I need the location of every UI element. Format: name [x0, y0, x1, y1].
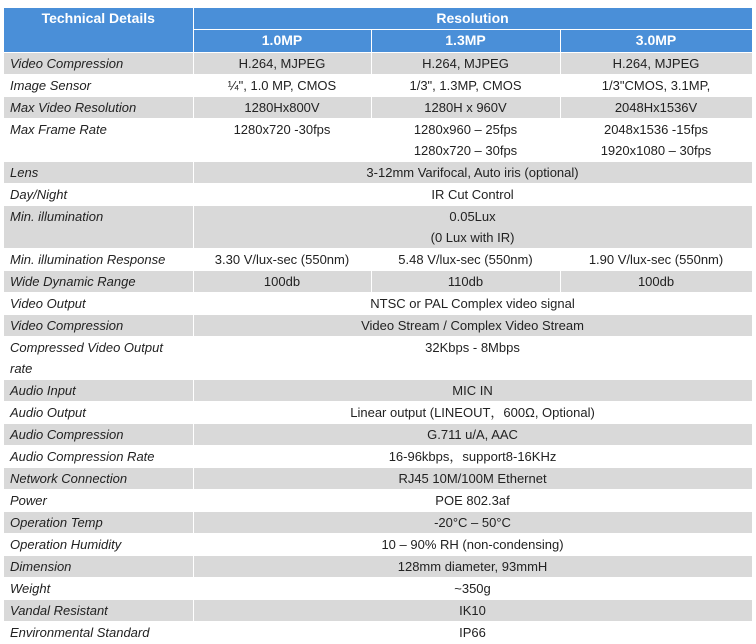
- table-row: [4, 249, 752, 271]
- row-label: Max Video Resolution: [4, 97, 193, 119]
- cell-line: 0.05Lux: [449, 209, 496, 224]
- table-row: [4, 556, 752, 578]
- table-row: [4, 97, 752, 119]
- row-label: Min. illumination: [4, 206, 193, 249]
- cell-value: -20°C – 50°C: [193, 512, 752, 534]
- row-label: Environmental Standard: [4, 622, 193, 644]
- row-label: Video Compression: [4, 53, 193, 75]
- cell-value: 128mm diameter, 93mmH: [193, 556, 752, 578]
- cell-value: 3-12mm Varifocal, Auto iris (optional): [193, 162, 752, 184]
- table-row: [4, 119, 752, 162]
- table-row: [4, 490, 752, 512]
- label-line: Compressed Video Output: [10, 340, 163, 355]
- cell-line: 2048x1536 -15fps: [603, 122, 709, 137]
- cell-value: IR Cut Control: [193, 184, 752, 206]
- cell-value: 10 – 90% RH (non-condensing): [193, 534, 752, 556]
- cell-value: G.711 u/A, AAC: [193, 424, 752, 446]
- resolution-header: Resolution: [193, 8, 752, 30]
- cell-line: 1920x1080 – 30fps: [600, 143, 712, 158]
- row-label: Operation Humidity: [4, 534, 193, 556]
- table-row: [4, 380, 752, 402]
- table-row: [4, 184, 752, 206]
- row-label: Lens: [4, 162, 193, 184]
- cell-value: [193, 206, 752, 249]
- cell-value: 3.30 V/lux-sec (550nm): [193, 249, 371, 271]
- cell-value: ~350g: [193, 578, 752, 600]
- table-row: [4, 468, 752, 490]
- cell-value: POE 802.3af: [193, 490, 752, 512]
- cell-value: 1/3"CMOS, 3.1MP,: [560, 75, 752, 97]
- row-label: Video Output: [4, 293, 193, 315]
- cell-value: MIC IN: [193, 380, 752, 402]
- cell-value: 1/3", 1.3MP, CMOS: [371, 75, 560, 97]
- technical-details-table: [4, 8, 753, 644]
- row-label: Wide Dynamic Range: [4, 271, 193, 293]
- row-label: Video Compression: [4, 315, 193, 337]
- cell-value: IP66: [193, 622, 752, 644]
- table-row: [4, 622, 752, 644]
- table-row: [4, 512, 752, 534]
- cell-value: [193, 119, 371, 162]
- row-label: Audio Compression: [4, 424, 193, 446]
- cell-value: 5.48 V/lux-sec (550nm): [371, 249, 560, 271]
- cell-value: H.264, MJPEG: [371, 53, 560, 75]
- row-label: Dimension: [4, 556, 193, 578]
- cell-value: RJ45 10M/100M Ethernet: [193, 468, 752, 490]
- row-label: Audio Compression Rate: [4, 446, 193, 468]
- column-header-1mp: 1.0MP: [193, 30, 371, 53]
- row-label: Network Connection: [4, 468, 193, 490]
- cell-value: [560, 119, 752, 162]
- table-row: [4, 600, 752, 622]
- cell-value: [371, 119, 560, 162]
- table-row: [4, 293, 752, 315]
- row-label: Day/Night: [4, 184, 193, 206]
- row-label: Max Frame Rate: [4, 119, 193, 162]
- column-header-3mp: 3.0MP: [560, 30, 752, 53]
- table-row: [4, 206, 752, 249]
- row-label: Image Sensor: [4, 75, 193, 97]
- cell-value: NTSC or PAL Complex video signal: [193, 293, 752, 315]
- cell-value: 2048Hx1536V: [560, 97, 752, 119]
- cell-value: Linear output (LINEOUT，600Ω, Optional): [193, 402, 752, 424]
- label-line: rate: [10, 361, 33, 376]
- cell-value: H.264, MJPEG: [193, 53, 371, 75]
- cell-line: 1280x960 – 25fps: [413, 122, 518, 137]
- table-row: [4, 162, 752, 184]
- cell-value: 32Kbps - 8Mbps: [193, 337, 752, 380]
- cell-value: 1280Hx800V: [193, 97, 371, 119]
- column-header-1-3mp: 1.3MP: [371, 30, 560, 53]
- cell-line: 1280x720 -30fps: [233, 122, 331, 137]
- table-row: [4, 75, 752, 97]
- row-label: Operation Temp: [4, 512, 193, 534]
- table-row: [4, 534, 752, 556]
- cell-value: 16-96kbps，support8-16KHz: [193, 446, 752, 468]
- cell-value: IK10: [193, 600, 752, 622]
- table-row: [4, 53, 752, 75]
- technical-details-header: Technical Details: [4, 8, 193, 53]
- row-label: [4, 337, 193, 380]
- cell-value: H.264, MJPEG: [560, 53, 752, 75]
- row-label: Audio Output: [4, 402, 193, 424]
- cell-value: 1.90 V/lux-sec (550nm): [560, 249, 752, 271]
- row-label: Power: [4, 490, 193, 512]
- cell-value: 100db: [193, 271, 371, 293]
- table-row: [4, 402, 752, 424]
- table-row: [4, 446, 752, 468]
- cell-line: (0 Lux with IR): [430, 230, 515, 245]
- row-label: Vandal Resistant: [4, 600, 193, 622]
- row-label: Min. illumination Response: [4, 249, 193, 271]
- cell-value: 1280H x 960V: [371, 97, 560, 119]
- cell-value: 100db: [560, 271, 752, 293]
- cell-value: Video Stream / Complex Video Stream: [193, 315, 752, 337]
- table-row: [4, 271, 752, 293]
- table-row: [4, 337, 752, 380]
- table-row: [4, 424, 752, 446]
- cell-value: 110db: [371, 271, 560, 293]
- cell-value: ¼", 1.0 MP, CMOS: [193, 75, 371, 97]
- row-label: Weight: [4, 578, 193, 600]
- cell-line: 1280x720 – 30fps: [413, 143, 518, 158]
- table-row: [4, 315, 752, 337]
- table-row: [4, 578, 752, 600]
- row-label: Audio Input: [4, 380, 193, 402]
